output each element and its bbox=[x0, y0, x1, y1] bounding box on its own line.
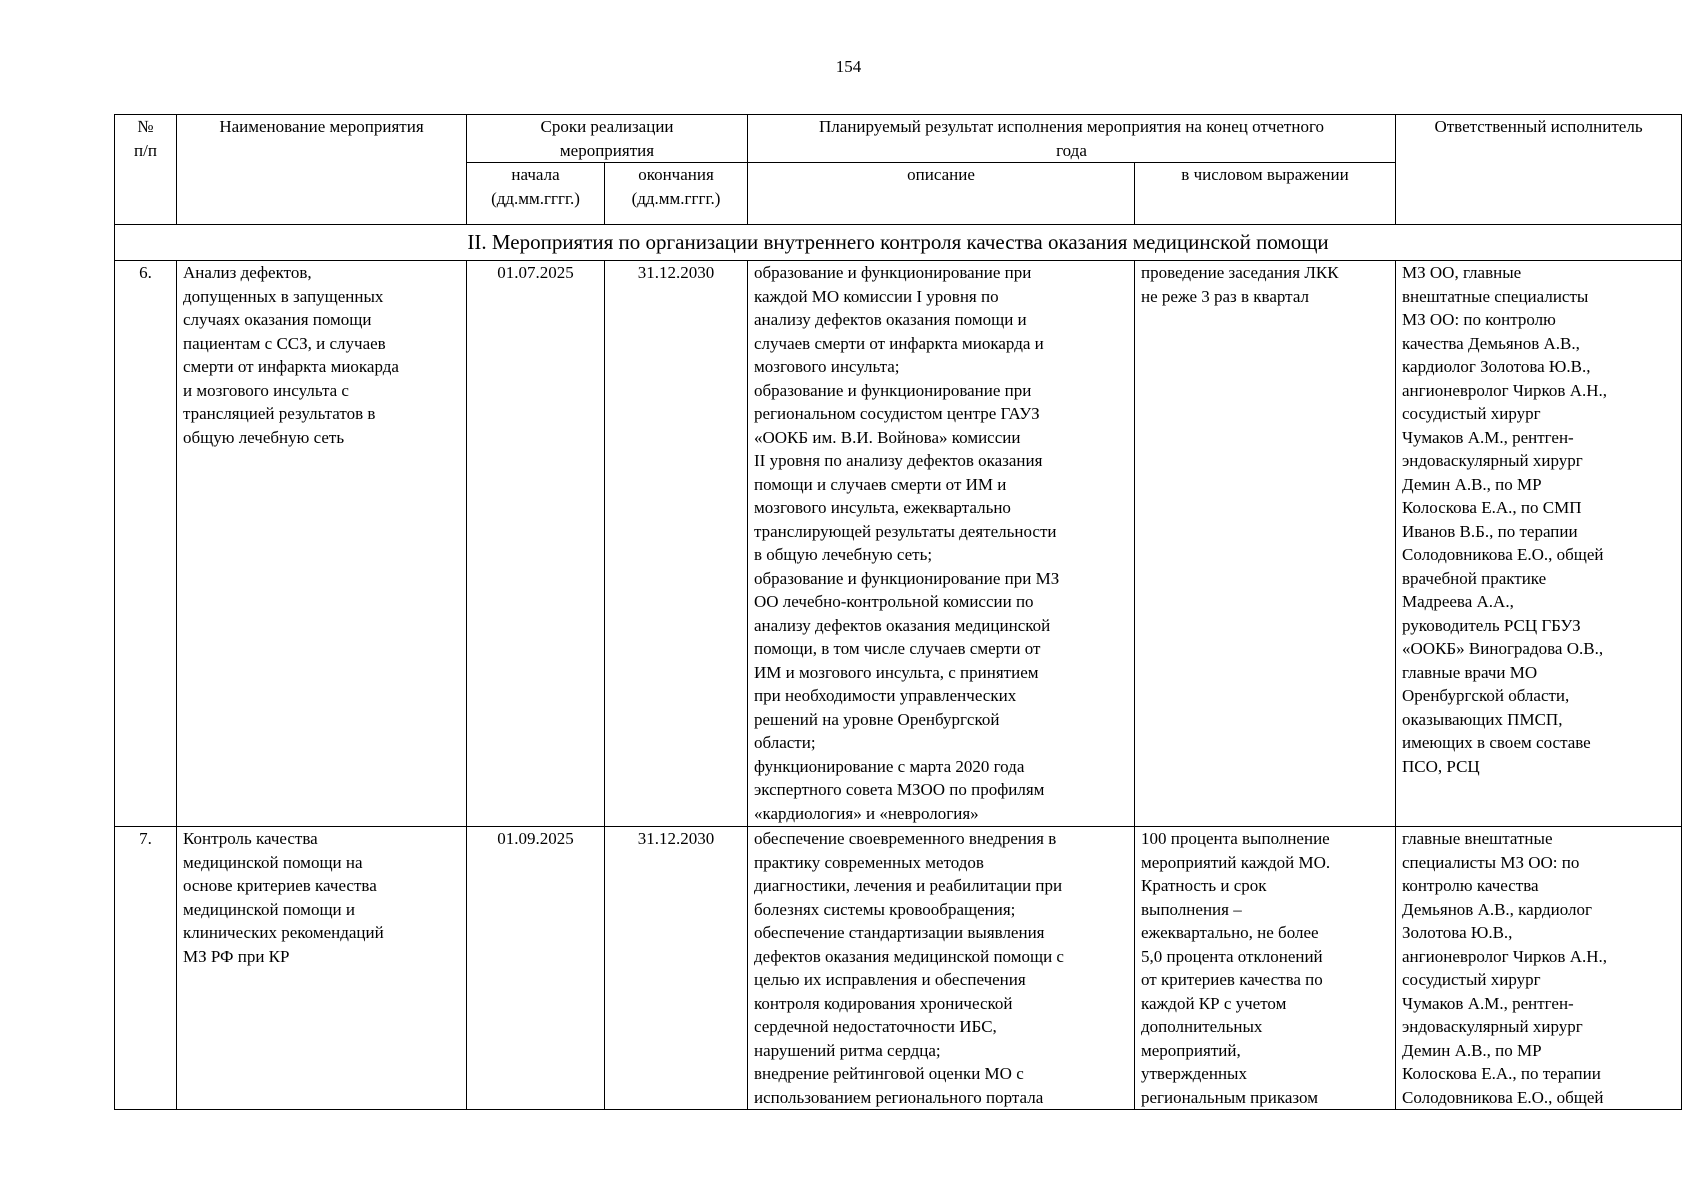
cell-text-line: внедрение рейтинговой оценки МО с bbox=[754, 1064, 1024, 1083]
cell-text-line: практику современных методов bbox=[754, 852, 984, 872]
cell-text-line: образование и функционирование при bbox=[754, 263, 1032, 282]
end-date: 31.12.2030 bbox=[605, 261, 748, 827]
row-number: 6. bbox=[115, 261, 177, 827]
cell-text-line: целью их исправления и обеспечения bbox=[754, 970, 1026, 989]
cell-text-line: Кратность и срок bbox=[1141, 876, 1267, 895]
cell-text-line: функционирование с марта 2020 года bbox=[754, 756, 1025, 776]
cell-text-line: мероприятий, bbox=[1141, 1040, 1241, 1060]
cell-text-line: 100 процента выполнение bbox=[1141, 829, 1330, 848]
cell-text-line: Демин А.В., по МР bbox=[1402, 474, 1542, 494]
header-terms-line-2: мероприятия bbox=[559, 140, 655, 160]
cell-text-line: сердечной недостаточности ИБС, bbox=[754, 1017, 997, 1036]
cell-text-line: кардиолог Золотова Ю.В., bbox=[1402, 357, 1591, 376]
cell-text-line: Солодовникова Е.О., общей bbox=[1402, 1087, 1604, 1107]
cell-text-line: области; bbox=[754, 733, 816, 752]
header-responsible bbox=[1396, 115, 1682, 225]
cell-text-line: специалисты МЗ ОО: по bbox=[1402, 852, 1580, 872]
cell-text-line: Контроль качества bbox=[183, 829, 318, 848]
cell-text-line: МЗ ОО, главные bbox=[1402, 263, 1522, 282]
cell-text-line: ИМ и мозгового инсульта, с принятием bbox=[754, 662, 1039, 682]
header-number-line-2: п/п bbox=[134, 140, 157, 160]
cell-text-line: «ООКБ» Виноградова О.В., bbox=[1402, 639, 1604, 658]
cell-text-line: помощи, в том числе случаев смерти от bbox=[754, 639, 1041, 658]
cell-text-line: анализу дефектов оказания медицинской bbox=[754, 615, 1051, 635]
cell-text-line: Демин А.В., по МР bbox=[1402, 1040, 1542, 1060]
section-title: II. Мероприятия по организации внутреннего контроля качества оказания медицинской помощи bbox=[115, 225, 1682, 261]
cell-text-line: II уровня по анализу дефектов оказания bbox=[754, 451, 1043, 470]
cell-text-line: Колоскова Е.А., по СМП bbox=[1402, 498, 1582, 517]
start-date bbox=[467, 827, 605, 1110]
cell-text-line: основе критериев качества bbox=[183, 876, 377, 895]
cell-text-line: ПСО, РСЦ bbox=[1402, 756, 1480, 776]
cell-text-line: медицинской помощи и bbox=[183, 899, 355, 919]
result-numeric-lines bbox=[1141, 827, 1389, 1108]
cell-text-line: Чумаков А.М., рентген- bbox=[1402, 993, 1574, 1013]
cell-text-line: Золотова Ю.В., bbox=[1402, 923, 1513, 942]
cell-text-line: качества Демьянов А.В., bbox=[1402, 333, 1580, 353]
cell-text-line: случаях оказания помощи bbox=[183, 310, 372, 329]
end-date bbox=[605, 827, 748, 1110]
cell-text-line: анализу дефектов оказания помощи и bbox=[754, 310, 1027, 329]
cell-text-line: региональным приказом bbox=[1141, 1087, 1318, 1107]
cell-text-line: «ООКБ им. В.И. Войнова» комиссии bbox=[754, 427, 1021, 447]
cell-text-line: клинических рекомендаций bbox=[183, 923, 384, 942]
header-number bbox=[115, 115, 177, 225]
cell-text-line: ежеквартально, не более bbox=[1141, 923, 1319, 942]
cell-text-line: Чумаков А.М., рентген- bbox=[1402, 427, 1574, 447]
header-end-line-2: (дд.мм.гггг.) bbox=[631, 188, 721, 208]
cell-text-line: дефектов оказания медицинской помощи с bbox=[754, 946, 1064, 966]
header-description bbox=[748, 163, 1135, 225]
cell-text-line: мозгового инсульта; bbox=[754, 357, 900, 376]
cell-text-line: сосудистый хирург bbox=[1402, 404, 1541, 423]
header-start bbox=[467, 163, 605, 225]
cell-text-line: трансляцией результатов в bbox=[183, 404, 376, 423]
cell-text-line: не реже 3 раз в квартал bbox=[1141, 286, 1309, 306]
header-responsible-text: Ответственный исполнитель bbox=[1434, 117, 1643, 136]
cell-text-line: медицинской помощи на bbox=[183, 852, 363, 872]
cell-text-line: «кардиология» и «неврология» bbox=[754, 803, 979, 823]
cell-text-line: МЗ РФ при КР bbox=[183, 946, 290, 966]
cell-text-line: контролю качества bbox=[1402, 876, 1539, 895]
cell-text-line: решений на уровне Оренбургской bbox=[754, 709, 1000, 729]
header-start-line-2: (дд.мм.гггг.) bbox=[491, 188, 580, 208]
header-row-1 bbox=[115, 115, 1682, 163]
cell-text-line: Анализ дефектов, bbox=[183, 263, 312, 282]
cell-text-line: мероприятий каждой МО. bbox=[1141, 852, 1331, 872]
measures-table bbox=[114, 114, 1682, 1110]
cell-text-line: образование и функционирование при МЗ bbox=[754, 568, 1060, 588]
cell-text-line: Иванов В.Б., по терапии bbox=[1402, 521, 1578, 541]
cell-text-line: общую лечебную сеть bbox=[183, 427, 345, 447]
result-description bbox=[748, 827, 1135, 1110]
cell-text-line: мозгового инсульта, ежеквартально bbox=[754, 498, 1011, 517]
responsible-executor bbox=[1396, 827, 1682, 1110]
cell-text-line: помощи и случаев смерти от ИМ и bbox=[754, 474, 1007, 494]
cell-text-line: дополнительных bbox=[1141, 1017, 1263, 1036]
header-end bbox=[605, 163, 748, 225]
cell-text-line: каждой МО комиссии I уровня по bbox=[754, 286, 999, 306]
section-row bbox=[115, 225, 1682, 261]
cell-text-line: обеспечение стандартизации выявления bbox=[754, 923, 1045, 942]
cell-text-line: Оренбургской области, bbox=[1402, 686, 1570, 705]
cell-text-line: ОО лечебно-контрольной комиссии по bbox=[754, 592, 1034, 611]
header-name-text: Наименование мероприятия bbox=[219, 117, 424, 136]
result-numeric bbox=[1135, 827, 1396, 1110]
cell-text-line: руководитель РСЦ ГБУЗ bbox=[1402, 615, 1581, 635]
header-name bbox=[177, 115, 467, 225]
start-date-text: 01.09.2025 bbox=[497, 829, 574, 848]
cell-text-line: Демьянов А.В., кардиолог bbox=[1402, 899, 1592, 919]
cell-text-line: использованием регионального портала bbox=[754, 1087, 1044, 1107]
cell-text-line: 5,0 процента отклонений bbox=[1141, 946, 1323, 966]
cell-text-line: контроля кодирования хронической bbox=[754, 993, 1013, 1013]
header-start-line-1: начала bbox=[511, 165, 560, 184]
cell-text-line: региональном сосудистом центре ГАУЗ bbox=[754, 404, 1040, 423]
cell-text-line: проведение заседания ЛКК bbox=[1141, 263, 1339, 282]
cell-text-line: обеспечение своевременного внедрения в bbox=[754, 829, 1057, 848]
measure-name bbox=[177, 261, 467, 827]
cell-text-line: Солодовникова Е.О., общей bbox=[1402, 545, 1604, 564]
row-number bbox=[115, 827, 177, 1110]
header-result-line-2: года bbox=[1056, 140, 1087, 160]
cell-text-line: случаев смерти от инфаркта миокарда и bbox=[754, 333, 1044, 353]
header-description-text: описание bbox=[907, 165, 975, 184]
cell-text-line: МЗ ОО: по контролю bbox=[1402, 310, 1556, 329]
cell-text-line: внештатные специалисты bbox=[1402, 286, 1589, 306]
start-date: 01.07.2025 bbox=[467, 261, 605, 827]
cell-text-line: имеющих в своем составе bbox=[1402, 733, 1591, 752]
header-end-line-1: окончания bbox=[638, 165, 714, 184]
cell-text-line: и мозгового инсульта с bbox=[183, 380, 349, 400]
cell-text-line: в общую лечебную сеть; bbox=[754, 545, 933, 564]
header-number-line-1: № bbox=[137, 117, 154, 136]
cell-text-line: главные внештатные bbox=[1402, 829, 1553, 848]
cell-text-line: главные врачи МО bbox=[1402, 662, 1538, 682]
cell-text-line: каждой КР с учетом bbox=[1141, 993, 1287, 1013]
cell-text-line: ангионевролог Чирков А.Н., bbox=[1402, 946, 1608, 966]
measure-name bbox=[177, 827, 467, 1110]
cell-text-line: оказывающих ПМСП, bbox=[1402, 709, 1563, 729]
header-result-line-1: Планируемый результат исполнения мероприятия на конец отчетного bbox=[819, 117, 1324, 136]
cell-text-line: Мадреева А.А., bbox=[1402, 592, 1514, 611]
header-terms bbox=[467, 115, 748, 163]
cell-text-line: диагностики, лечения и реабилитации при bbox=[754, 876, 1063, 895]
measure-name-lines bbox=[183, 827, 460, 1108]
cell-text-line: транслирующей результаты деятельности bbox=[754, 521, 1057, 541]
cell-text-line: нарушений ритма сердца; bbox=[754, 1040, 941, 1060]
cell-text-line: пациентам с ССЗ, и случаев bbox=[183, 333, 386, 353]
cell-text-line: смерти от инфаркта миокарда bbox=[183, 357, 399, 376]
cell-text-line: экспертного совета МЗОО по профилям bbox=[754, 780, 1045, 799]
table-row bbox=[115, 261, 1682, 827]
responsible-executor-lines bbox=[1402, 827, 1675, 1108]
header-numeric-text: в числовом выражении bbox=[1181, 165, 1349, 184]
cell-text-line: допущенных в запущенных bbox=[183, 286, 384, 306]
cell-text-line: Колоскова Е.А., по терапии bbox=[1402, 1064, 1601, 1083]
cell-text-line: врачебной практике bbox=[1402, 568, 1547, 588]
responsible-executor bbox=[1396, 261, 1682, 827]
result-description bbox=[748, 261, 1135, 827]
cell-text-line: от критериев качества по bbox=[1141, 970, 1323, 989]
cell-text-line: образование и функционирование при bbox=[754, 380, 1032, 400]
cell-text-line: эндоваскулярный хирург bbox=[1402, 451, 1583, 470]
header-result bbox=[748, 115, 1396, 163]
table-row bbox=[115, 827, 1682, 1110]
cell-text-line: сосудистый хирург bbox=[1402, 970, 1541, 989]
result-numeric bbox=[1135, 261, 1396, 827]
end-date-text: 31.12.2030 bbox=[637, 829, 715, 848]
header-numeric bbox=[1135, 163, 1396, 225]
cell-text-line: при необходимости управленческих bbox=[754, 686, 1017, 705]
cell-text-line: утвержденных bbox=[1141, 1064, 1247, 1083]
page-number: 154 bbox=[835, 57, 862, 76]
cell-text-line: болезнях системы кровообращения; bbox=[754, 899, 1016, 919]
header-terms-line-1: Сроки реализации bbox=[540, 117, 674, 136]
cell-text-line: ангионевролог Чирков А.Н., bbox=[1402, 380, 1608, 400]
row-number-text: 7. bbox=[139, 829, 152, 848]
cell-text-line: выполнения – bbox=[1141, 899, 1242, 919]
cell-text-line: эндоваскулярный хирург bbox=[1402, 1017, 1583, 1036]
result-description-lines bbox=[754, 827, 1128, 1108]
